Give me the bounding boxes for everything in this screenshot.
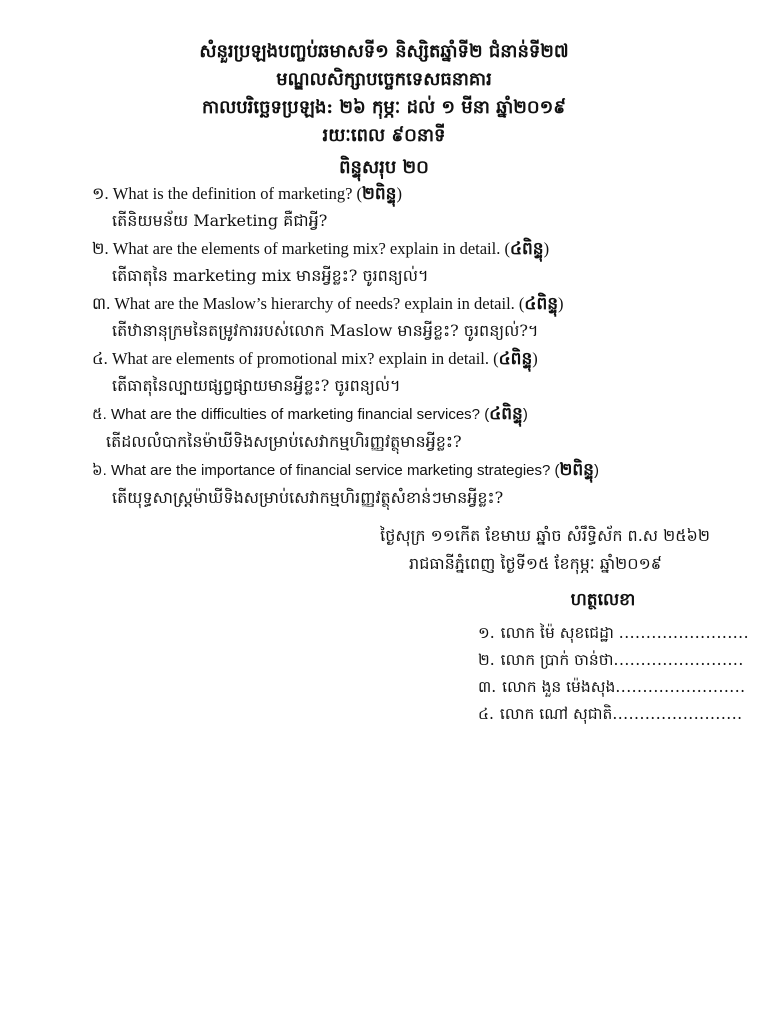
signature-line: ........................ bbox=[615, 678, 746, 696]
question-text: What are the importance of financial service marketing strategies? ( bbox=[110, 462, 560, 479]
exam-title: សំនួរប្រឡងបញ្ចប់ឆមាសទី១ និស្សិតឆ្នាំទី២ ជំនាន់ទី២៧ bbox=[199, 41, 569, 62]
question-number: ១. bbox=[92, 184, 109, 203]
question-khmer: តើនិយមន័យ Marketing គឺជាអ្វី? bbox=[112, 211, 328, 230]
question-points: ៤ពិន្ទុ bbox=[509, 239, 544, 258]
question-close: ) bbox=[396, 184, 402, 203]
question-close: ) bbox=[522, 406, 528, 423]
signatory-name: លោក ប្រាក់ ចាន់ថា bbox=[500, 651, 614, 669]
signatory-name: លោក ណៅ សុជាតិ bbox=[499, 705, 613, 723]
exam-date-range: កាលបរិច្ឆេទប្រឡង: ២៦ កុម្ភៈ ដល់ ១ មីនា ឆ្នាំ២០១៩ bbox=[201, 97, 567, 118]
signature-row bbox=[478, 647, 758, 674]
question-list bbox=[92, 180, 732, 512]
lunar-date: ថ្ងៃសុក្រ ១១កើត ខែមាឃ ឆ្នាំច សំរឹទ្ធិស័ក ព.ស ២៥៦២ bbox=[380, 526, 710, 545]
signature-title: ហត្ថលេខា bbox=[570, 590, 636, 610]
question-khmer: តើដលលំបាកនៃម៉ាឃីទិងសម្រាប់សេវាកម្មហិរញ្ញវត្ថុមានអ្វីខ្លះ? bbox=[106, 432, 462, 451]
question-number: ៤. bbox=[92, 349, 108, 368]
question-points: ៤ពិន្ទុ bbox=[498, 349, 533, 368]
question-item bbox=[92, 180, 732, 234]
question-points: ៤ពិន្ទុ bbox=[489, 404, 523, 423]
signature-row bbox=[478, 620, 758, 647]
solar-date: រាជធានីភ្នំពេញ ថ្ងៃទី១៥ ខែកុម្ភៈ ឆ្នាំ២០១៩ bbox=[409, 554, 662, 573]
question-text: What are elements of promotional mix? explain in detail. ( bbox=[111, 349, 499, 368]
signature-row bbox=[478, 701, 758, 728]
question-points: ៤ពិន្ទុ bbox=[524, 294, 559, 313]
question-text: What are the elements of marketing mix? explain in detail. ( bbox=[112, 239, 510, 258]
question-item bbox=[92, 235, 732, 289]
question-points: ២ពិន្ទុ bbox=[362, 184, 397, 203]
signature-line: ........................ bbox=[612, 705, 743, 723]
date-block bbox=[380, 522, 710, 578]
signatory-name: លោក ម៉ៃ សុខជេដ្ឋា bbox=[500, 624, 614, 642]
question-khmer: តើធាតុនៃល្បាយផ្សព្វផ្សាយមានអ្វីខ្លះ? ចូរពន្យល់។ bbox=[112, 376, 401, 395]
question-english bbox=[92, 456, 732, 484]
question-text: What are the Maslow’s hierarchy of needs? explain in detail. ( bbox=[114, 294, 525, 313]
signature-row bbox=[478, 674, 758, 701]
institution-name: មណ្ឌលសិក្សាបច្ចេកទេសធនាគារ bbox=[276, 69, 492, 90]
signature-number: ២. bbox=[478, 651, 495, 669]
question-close: ) bbox=[593, 462, 599, 479]
question-number: ៦. bbox=[92, 462, 107, 479]
signature-line: ........................ bbox=[613, 651, 744, 669]
question-close: ) bbox=[532, 349, 538, 368]
signatory-name: លោក ងួន ម៉េងសុង bbox=[502, 678, 616, 696]
question-item bbox=[92, 400, 732, 455]
signature-block bbox=[478, 586, 758, 728]
question-english bbox=[92, 345, 732, 372]
signature-number: ១. bbox=[478, 624, 495, 642]
question-english bbox=[92, 235, 732, 262]
question-points: ២ពិន្ទុ bbox=[559, 460, 594, 479]
exam-duration: រយៈពេល ៩០នាទី bbox=[322, 125, 446, 146]
question-number: ៥. bbox=[92, 406, 107, 423]
question-close: ) bbox=[543, 239, 550, 258]
question-khmer: តើយុទ្ធសាស្ត្រម៉ាឃីទិងសម្រាប់សេវាកម្មហិរញ្ញវត្ថុសំខាន់ៗមានអ្វីខ្លះ? bbox=[112, 488, 504, 507]
question-text: What are the difficulties of marketing financial services? ( bbox=[110, 406, 490, 423]
question-english bbox=[92, 180, 732, 207]
question-khmer: តើធាតុនៃ marketing mix មានអ្វីខ្លះ? ចូរពន្យល់។ bbox=[112, 266, 429, 285]
signature-number: ៤. bbox=[478, 705, 494, 723]
question-close: ) bbox=[558, 294, 564, 313]
signature-line: ........................ bbox=[618, 624, 750, 642]
total-score: ពិន្ទុសរុប ២០ bbox=[339, 157, 429, 178]
question-english bbox=[92, 400, 732, 428]
question-khmer: តើឋានានុក្រមនៃតម្រូវការរបស់លោក Maslow មានអ្វីខ្លះ? ចូរពន្យល់?។ bbox=[112, 321, 539, 340]
question-item bbox=[92, 345, 732, 399]
exam-header bbox=[0, 38, 768, 182]
question-item bbox=[92, 290, 732, 344]
signature-number: ៣. bbox=[478, 678, 497, 696]
question-number: ២. bbox=[92, 239, 109, 258]
question-english bbox=[92, 290, 732, 317]
question-number: ៣. bbox=[92, 294, 111, 313]
question-item bbox=[92, 456, 732, 511]
question-text: What is the definition of marketing? ( bbox=[112, 184, 363, 203]
